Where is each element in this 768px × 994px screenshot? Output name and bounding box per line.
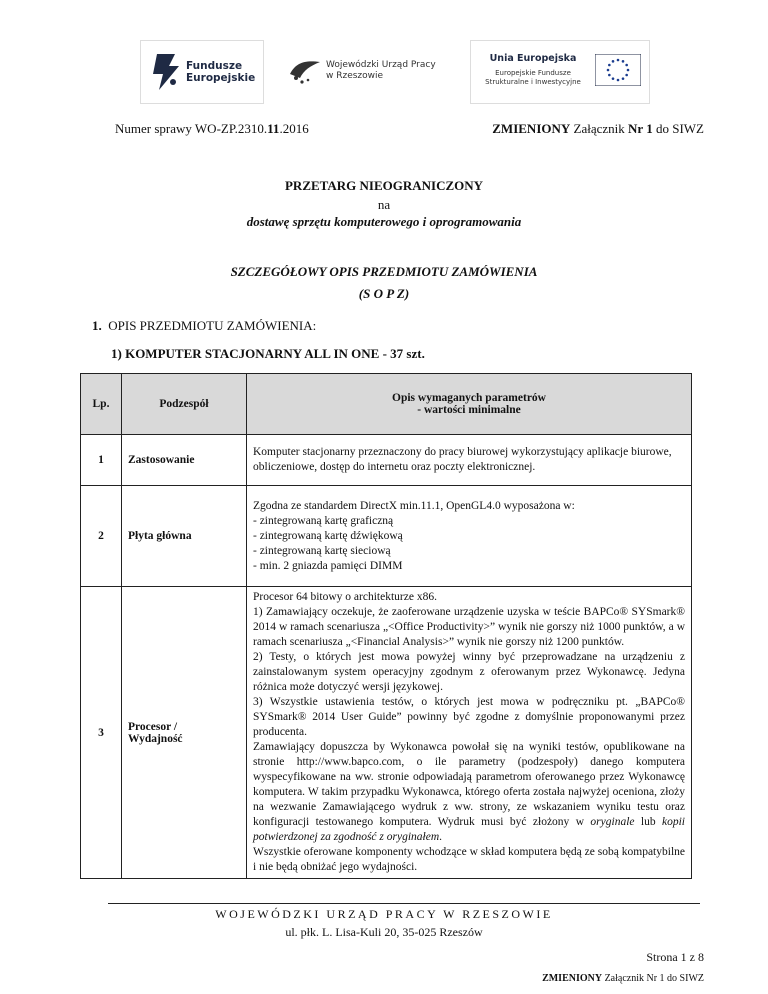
description-paragraph: Wszystkie oferowane komponenty wchodzące w skład komputera będą ze sobą kompatybilne i nie będą obniżać jego wydajności. [253,846,685,873]
eu-star [608,64,611,67]
table-header-row [81,374,692,435]
description-paragraph: 2) Testy, o których jest mowa powyżej winny być przeprowadzane na urządzeniu z zainstalowanym system operacyjny zgodnym z oferowanym przez Wykonawcę. Jedyna różnica może dotyczyć wersji językowej. [253,651,685,693]
ue-sub2: Strukturalne i Inwestycyjne [485,78,581,86]
row-description [247,587,692,879]
wup-logo [288,46,448,96]
ue-subtitle [479,69,587,87]
component-line2: Wydajność [128,732,183,745]
unia-europejska-logo [470,40,650,104]
row-component [122,587,247,879]
description-line: Zgodna ze standardem DirectX min.11.1, OpenGL4.0 wyposażona w: [253,499,575,512]
eu-star [625,64,628,67]
table-row [81,587,692,879]
fe-line1: Fundusze [186,60,243,72]
description-line: - min. 2 gniazda pamięci DIMM [253,559,403,572]
eu-star [612,77,615,80]
title-subject: dostawę sprzętu komputerowego i oprogramowania [246,214,522,229]
title-tender: PRZETARG NIEOGRANICZONY [284,178,484,193]
header-opis-line1: Opis wymaganych parametrów [392,392,546,404]
section-heading-1-1: 1) KOMPUTER STACJONARNY ALL IN ONE - 37 szt. [111,346,425,361]
section-heading-1: 1. OPIS PRZEDMIOTU ZAMÓWIENIA: [92,318,317,333]
page-number: Strona 1 z 8 [646,950,704,964]
description-paragraph: 1) Zamawiający oczekuje, że zaoferowane urządzenie uzyska w teście BAPCo® SYSmark® 2014 w ramach scenariusza „<Office Productivity>” wynik nie gorszy niż 1000 punktów, a w ramach scenariusza „<Financial Analysis>” wynik nie gorszy niż 1200 punktów. [253,606,685,648]
eu-star [612,60,615,63]
logo-bar [140,40,650,106]
description-paragraph: 3) Wszystkie ustawienia testów, o których jest mowa w podręczniku pt. „BAPCo® SYSmark® 2014 User Guide” powinny być zgodne z domyślnie proponowanymi przez producenta. [253,696,685,738]
description-paragraph: Procesor 64 bitowy o architekturze x86. [253,591,437,603]
fundusze-europejskie-icon [151,52,181,92]
header-opis [247,374,692,435]
row-component: Płyta główna [122,486,247,587]
title-sopz-abbr: (S O P Z) [358,286,410,301]
case-number: Numer sprawy WO-ZP.2310.11.2016 [115,121,309,136]
description-line: - zintegrowaną kartę graficzną [253,514,394,527]
description-paragraph: Zamawiający dopuszcza by Wykonawca powołał się na wyniki testów, opublikowane na stronie http://www.bapco.com, o ile parametry (podzespoły) danego komputera wyspecyfikowane na ww. stronie odpowiadają parametrom oferowanego przez Wykonawcę komputera. W takim przypadku Wykonawca, którego oferta została najwyżej oceniona, złoży na wezwanie Zamawiającego wydruk z ww. strony, ze wskazaniem wyniku testu oraz konfiguracji testowanego komputera. Wydruk musi być złożony w oryginale lub kopii potwierdzonej za zgodność z oryginałem. [253,741,685,843]
footer-organization: WOJEWÓDZKI URZĄD PRACY W RZESZOWIE [215,907,553,921]
fundusze-europejskie-logo [140,40,264,104]
wup-line2: w Rzeszowie [326,71,384,81]
row-lp: 2 [81,486,122,587]
ue-sub1: Europejskie Fundusze [495,69,571,77]
title-sopz: SZCZEGÓŁOWY OPIS PRZEDMIOTU ZAMÓWIENIA [230,264,538,279]
row-component: Zastosowanie [122,435,247,486]
row-description [247,486,692,587]
fe-line2: Europejskie [186,72,256,84]
eu-star [625,74,628,77]
table-row [81,435,692,486]
eu-star [607,69,610,72]
footer-divider [108,903,700,904]
footer-annex-note: ZMIENIONY Załącznik Nr 1 do SIWZ [542,973,704,984]
eu-star [627,69,630,72]
row-lp: 3 [81,587,122,879]
ue-title: Unia Europejska [489,53,577,64]
row-lp: 1 [81,435,122,486]
header-lp: Lp. [81,374,122,435]
row-description [247,435,692,486]
description-line: - zintegrowaną kartę dźwiękową [253,529,403,542]
eu-star [608,74,611,77]
header-podzespol: Podzespół [122,374,247,435]
spec-table [80,373,692,879]
eu-star [617,59,620,62]
table-row [81,486,692,587]
annex-label: ZMIENIONY Załącznik Nr 1 do SIWZ [492,121,704,136]
footer-address: ul. płk. L. Lisa-Kuli 20, 35-025 Rzeszów [285,925,483,939]
description-line: - zintegrowaną kartę sieciową [253,544,391,557]
header-opis-line2: - wartości minimalne [417,404,521,416]
eu-flag-icon [595,54,641,86]
wup-bird-icon [288,56,322,86]
component-line1: Procesor / [128,720,178,733]
title-na: na [377,197,391,212]
eu-star [622,77,625,80]
eu-star [622,60,625,63]
wup-line1: Wojewódzki Urząd Pracy [326,60,436,70]
eu-star [617,79,620,82]
description-line: Komputer stacjonarny przeznaczony do pracy biurowej wykorzystujący aplikacje biurowe, obliczeniowe, dostęp do internetu oraz poczty elektronicznej. [253,446,672,473]
